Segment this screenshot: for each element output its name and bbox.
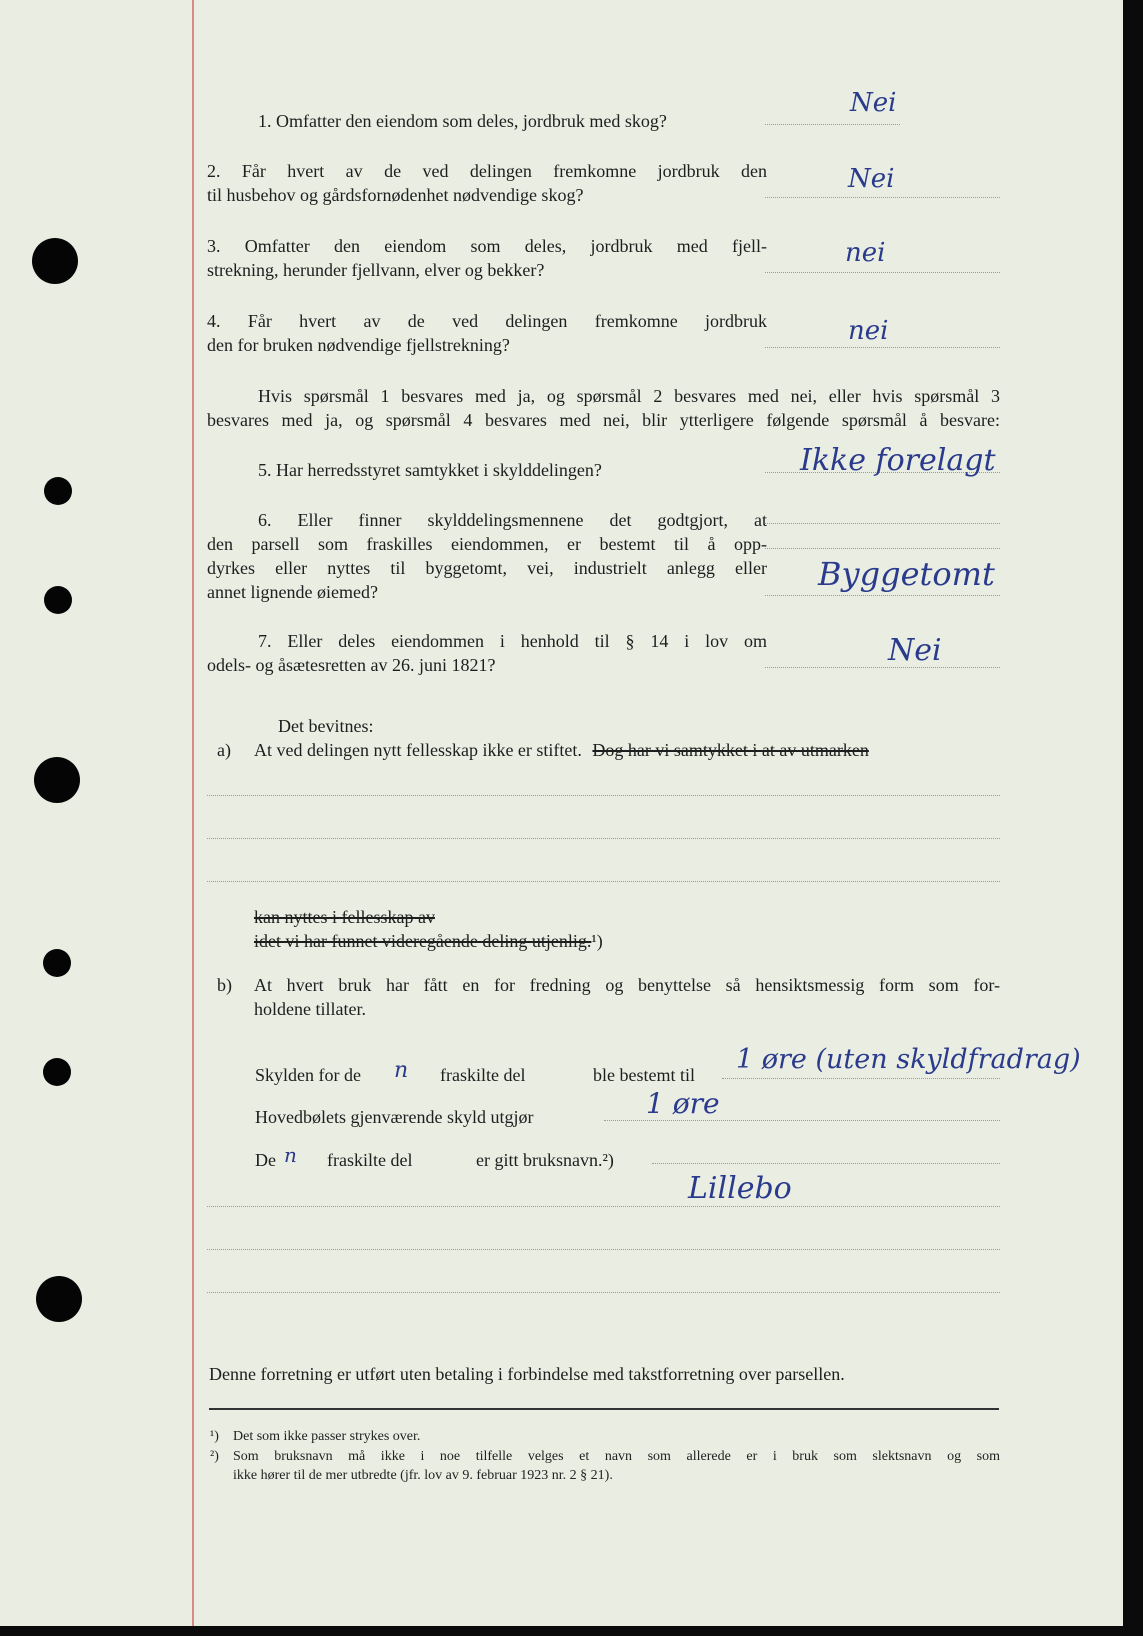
skyld-line3-c: er gitt bruksnavn.²): [476, 1150, 614, 1170]
question-3-line2: strekning, herunder fjellvann, elver og bekker?: [207, 260, 545, 280]
answer-3: nei: [845, 238, 886, 268]
blank-line: [207, 1249, 1000, 1250]
punch-hole: [44, 477, 72, 505]
answer-5: Ikke forelagt: [800, 443, 996, 478]
question-6-line3: dyrkes eller nyttes til byggetomt, vei, industrielt anlegg eller: [207, 558, 767, 578]
skyld-line2-a: Hovedbølets gjenværende skyld utgjør: [255, 1107, 534, 1127]
footnote-1: Det som ikke passer strykes over.: [233, 1429, 421, 1444]
question-2-line1: 2. Får hvert av de ved delingen fremkomne jordbruk den: [207, 161, 767, 181]
footnote-2-mark: ²): [210, 1449, 219, 1464]
question-6-line4: annet lignende øiemed?: [207, 582, 378, 602]
blank-line: [207, 795, 1000, 796]
bevitnes-a-struck: Dog har vi samtykket i at av utmarken: [592, 740, 869, 760]
answer-line: [765, 272, 1000, 273]
answer-1: Nei: [850, 88, 897, 118]
blank-line: [207, 1292, 1000, 1293]
answer-4: nei: [848, 316, 889, 346]
blank-line: [207, 881, 1000, 882]
skyld-line3-a: De: [255, 1150, 276, 1170]
footnote-rule: [209, 1408, 999, 1410]
skyld-line3-answer: Lillebo: [688, 1171, 792, 1206]
punch-hole: [43, 949, 71, 977]
question-2-line2: til husbehov og gårdsfornødenhet nødvendige skog?: [207, 185, 584, 205]
answer-7: Nei: [888, 633, 942, 668]
question-3-line1: 3. Omfatter den eiendom som deles, jordbruk med fjell-: [207, 236, 767, 256]
footnote-2-line1: Som bruksnavn må ikke i noe tilfelle velges et navn som allerede er i bruk som slektsnavn og som: [233, 1449, 1000, 1464]
bevitnes-b-line1: At hvert bruk har fått en for fredning og benyttelse så hensiktsmessig form som for-: [254, 975, 1000, 995]
answer-line: [604, 1120, 1000, 1121]
bevitnes-a-text: [254, 738, 869, 763]
skyld-line1-a: Skylden for de: [255, 1065, 361, 1085]
question-4-line2: den for bruken nødvendige fjellstrekning?: [207, 335, 510, 355]
skyld-line1-answer: 1 øre (uten skyldfradrag): [736, 1044, 1081, 1075]
answer-line: [765, 197, 1000, 198]
question-1: 1. Omfatter den eiendom som deles, jordbruk med skog?: [258, 111, 667, 131]
question-7-line1: 7. Eller deles eiendommen i henhold til § 14 i lov om: [258, 631, 767, 651]
skyld-line3-b: fraskilte del: [327, 1150, 413, 1170]
footnote-2-line2: ikke hører til de mer utbredte (jfr. lov av 9. februar 1923 nr. 2 § 21).: [233, 1468, 613, 1483]
question-4-line1: 4. Får hvert av de ved delingen fremkomne jordbruk: [207, 311, 767, 331]
answer-line: [722, 1078, 1000, 1079]
question-6-line2: den parsell som fraskilles eiendommen, er bestemt til å opp-: [207, 534, 767, 554]
blank-line: [207, 1206, 1000, 1207]
conditional-line1: Hvis spørsmål 1 besvares med ja, og spørsmål 2 besvares med nei, eller hvis spørsmål 3: [258, 386, 1000, 406]
bevitnes-heading: Det bevitnes:: [278, 716, 374, 736]
question-6-line1: 6. Eller finner skylddelingsmennene det godtgjort, at: [258, 510, 767, 530]
conditional-line2: besvares med ja, og spørsmål 4 besvares med nei, blir ytterligere følgende spørsmål å besvare:: [207, 410, 1000, 430]
punch-hole: [43, 1058, 71, 1086]
answer-line: [765, 347, 1000, 348]
skyld-line1-hand: n: [394, 1058, 409, 1083]
answer-line: [765, 548, 1000, 549]
answer-line: [652, 1163, 1000, 1164]
answer-6: Byggetomt: [818, 555, 995, 593]
punch-hole: [32, 238, 78, 284]
skyld-line1-c: ble bestemt til: [593, 1065, 695, 1085]
answer-line: [765, 124, 900, 125]
footnote-1-mark: ¹): [210, 1429, 219, 1444]
answer-line: [765, 595, 1000, 596]
closing-statement: Denne forretning er utført uten betaling i forbindelse med takstforretning over parsellen.: [209, 1364, 845, 1384]
bevitnes-b-line2: holdene tillater.: [254, 999, 366, 1019]
question-5: 5. Har herredsstyret samtykket i skylddelingen?: [258, 460, 602, 480]
skyld-line1-b: fraskilte del: [440, 1065, 526, 1085]
question-7-line2: odels- og åsætesretten av 26. juni 1821?: [207, 655, 496, 675]
skyld-line3-hand: n: [284, 1143, 297, 1167]
answer-line: [765, 523, 1000, 524]
answer-line: [765, 667, 1000, 668]
skyld-line2-answer: 1 øre: [646, 1087, 720, 1120]
punch-hole: [44, 586, 72, 614]
margin-rule: [192, 0, 194, 1626]
punch-hole: [36, 1276, 82, 1322]
bevitnes-a-label: a): [217, 740, 231, 760]
blank-line: [207, 838, 1000, 839]
struck-line-1: kan nyttes i fellesskap av: [254, 907, 435, 927]
bevitnes-a-statement: At ved delingen nytt fellesskap ikke er stiftet.: [254, 740, 582, 760]
struck-line-2: idet vi har funnet videregående deling utjenlig.: [254, 931, 592, 951]
struck-line-2-wrap: [254, 929, 603, 954]
footnote-ref-1: ¹): [591, 931, 603, 951]
punch-hole: [34, 757, 80, 803]
answer-2: Nei: [848, 164, 895, 194]
scan-border: [0, 1626, 1143, 1636]
bevitnes-b-label: b): [217, 975, 232, 995]
